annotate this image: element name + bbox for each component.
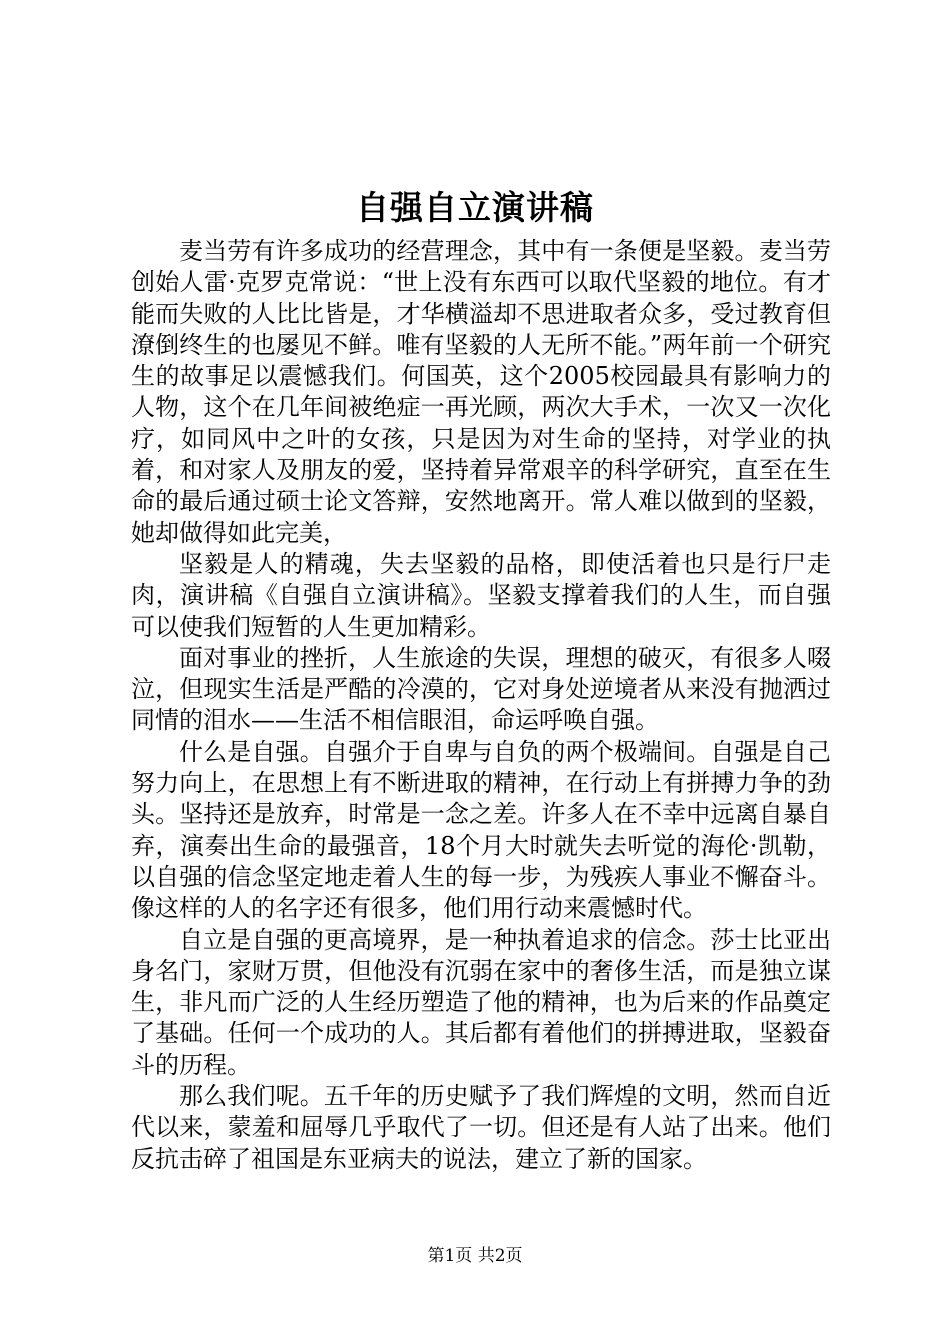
paragraph-6: 那么我们呢。五千年的历史赋予了我们辉煌的文明，然而自近代以来，蒙羞和屈辱几乎取代了一切。但还是有人站了出来。他们反抗击碎了祖国是东亚病夫的说法，建立了新的国家。 bbox=[131, 1082, 831, 1173]
paragraph-3: 面对事业的挫折，人生旅途的失误，理想的破灭，有很多人啜泣，但现实生活是严酷的冷漠的，它对身处逆境者从来没有抛洒过同情的泪水——生活不相信眼泪，命运呼唤自强。 bbox=[131, 643, 831, 735]
page-number-footer: 第1页 共2页 bbox=[427, 1246, 523, 1266]
document-body bbox=[131, 236, 831, 1175]
paragraph-4: 什么是自强。自强介于自卑与自负的两个极端间。自强是自己努力向上，在思想上有不断进取的精神，在行动上有拼搏力争的劲头。坚持还是放弃，时常是一念之差。许多人在不幸中远离自暴自弃，演奏出生命的最强音，18个月大时就失去听觉的海伦·凯勒，以自强的信念坚定地走着人生的每一步，为残疾人事业不懈奋斗。像这样的人的名字还有很多，他们用行动来震憾时代。 bbox=[131, 737, 831, 923]
paragraph-5: 自立是自强的更高境界，是一种执着追求的信念。莎士比亚出身名门，家财万贯，但他没有沉弱在家中的奢侈生活，而是独立谋生，非凡而广泛的人生经历塑造了他的精神，也为后来的作品奠定了基础。任何一个成功的人。其后都有着他们的拼搏进取，坚毅奋斗的历程。 bbox=[131, 925, 831, 1079]
document-title: 自强自立演讲稿 bbox=[356, 188, 594, 227]
paragraph-1: 麦当劳有许多成功的经营理念，其中有一条便是坚毅。麦当劳创始人雷·克罗克常说：“世上没有东西可以取代坚毅的地位。有才能而失败的人比比皆是，才华横溢却不思进取者众多，受过教育但潦倒终生的也屡见不鲜。唯有坚毅的人无所不能。”两年前一个研究生的故事足以震憾我们。何国英，这个2005校园最具有影响力的人物，这个在几年间被绝症一再光顾，两次大手术，一次又一次化疗，如同风中之叶的女孩，只是因为对生命的坚持，对学业的执着，和对家人及朋友的爱，坚持着异常艰辛的科学研究，直至在生命的最后通过硕士论文答辩，安然地离开。常人难以做到的坚毅，她却做得如此完美， bbox=[131, 237, 831, 547]
paragraph-2: 坚毅是人的精魂，失去坚毅的品格，即使活着也只是行尸走肉，演讲稿《自强自立演讲稿》。坚毅支撑着我们的人生，而自强可以使我们短暂的人生更加精彩。 bbox=[131, 549, 831, 641]
